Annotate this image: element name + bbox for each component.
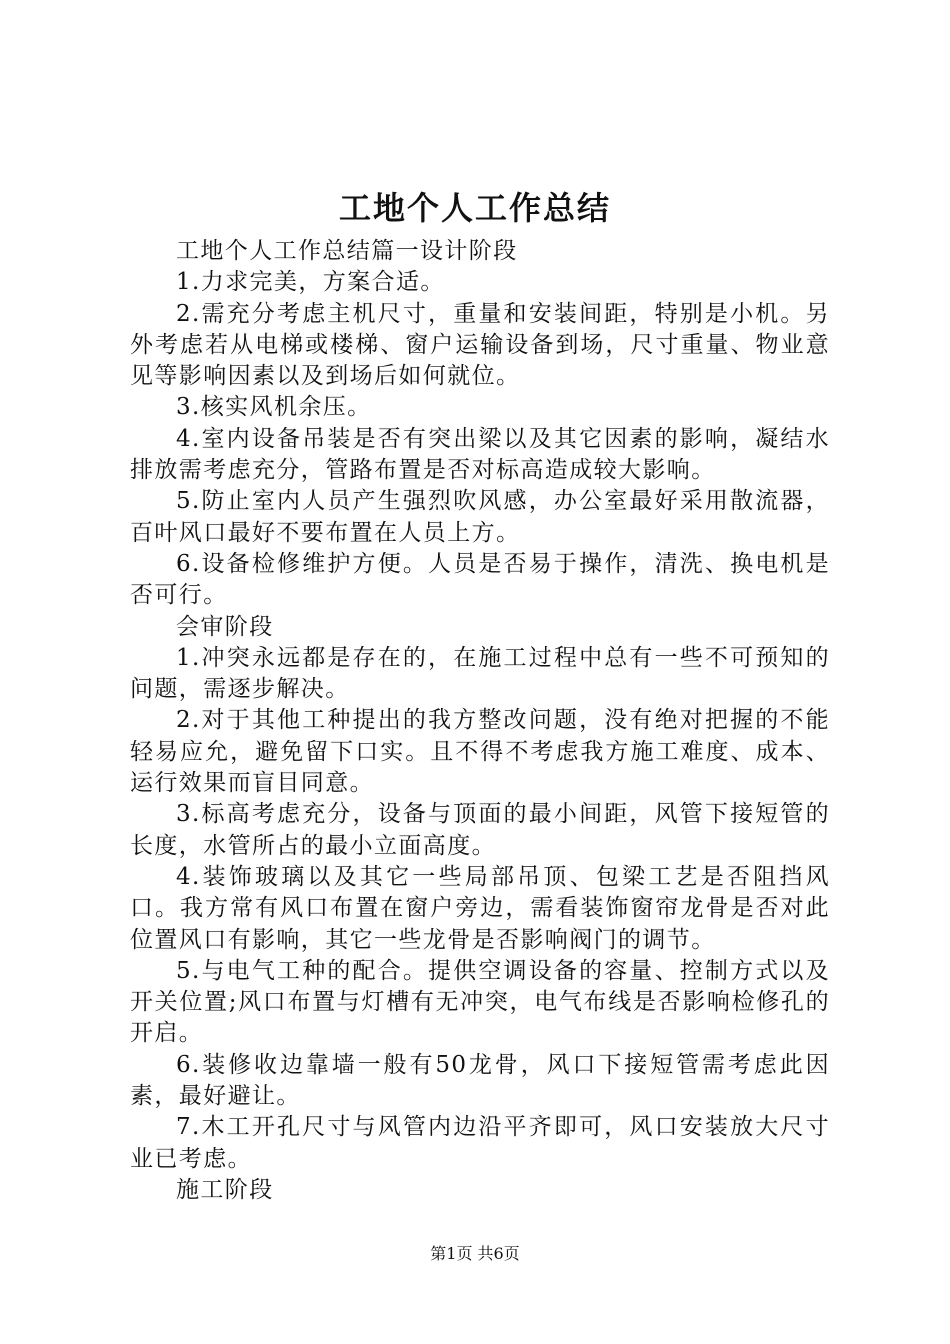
paragraph: 6.装修收边靠墙一般有50龙骨，风口下接短管需考虑此因素，最好避让。 [130, 1051, 830, 1110]
paragraph: 2.对于其他工种提出的我方整改问题，没有绝对把握的不能轻易应允，避免留下口实。且不得不考虑我方施工难度、成本、运行效果而盲目同意。 [130, 707, 830, 797]
paragraph: 3.核实风机余压。 [176, 394, 372, 421]
paragraph: 2.需充分考虑主机尺寸，重量和安装间距，特别是小机。另外考虑若从电梯或楼梯、窗户运输设备到场，尺寸重量、物业意见等影响因素以及到场后如何就位。 [130, 300, 830, 390]
paragraph: 5.与电气工种的配合。提供空调设备的容量、控制方式以及开关位置;风口布置与灯槽有无冲突，电气布线是否影响检修孔的开启。 [130, 957, 830, 1047]
document-title: 工地个人工作总结 [338, 189, 611, 227]
paragraph: 5.防止室内人员产生强烈吹风感，办公室最好采用散流器，百叶风口最好不要布置在人员上方。 [130, 488, 830, 546]
paragraph: 工地个人工作总结篇一设计阶段 [176, 238, 518, 264]
section-heading: 施工阶段 [176, 1176, 274, 1203]
document-body [130, 236, 830, 1206]
page-footer: 第1页 共6页 [430, 1244, 520, 1263]
paragraph: 4.装饰玻璃以及其它一些局部吊顶、包梁工艺是否阻挡风口。我方常有风口布置在窗户旁边，需看装饰窗帘龙骨是否对此位置风口有影响，其它一些龙骨是否影响阀门的调节。 [130, 863, 830, 953]
paragraph: 1.冲突永远都是存在的，在施工过程中总有一些不可预知的问题，需逐步解决。 [130, 644, 830, 703]
paragraph: 3.标高考虑充分，设备与顶面的最小间距，风管下接短管的长度，水管所占的最小立面高度。 [130, 801, 830, 859]
paragraph: 7.木工开孔尺寸与风管内边沿平齐即可，风口安装放大尺寸业已考虑。 [130, 1114, 830, 1172]
paragraph: 4.室内设备吊装是否有突出梁以及其它因素的影响，凝结水排放需考虑充分，管路布置是否对标高造成较大影响。 [130, 425, 830, 484]
paragraph: 6.设备检修维护方便。人员是否易于操作，清洗、换电机是否可行。 [130, 550, 830, 609]
section-heading: 会审阶段 [176, 613, 274, 640]
paragraph: 1.力求完美，方案合适。 [176, 269, 445, 296]
